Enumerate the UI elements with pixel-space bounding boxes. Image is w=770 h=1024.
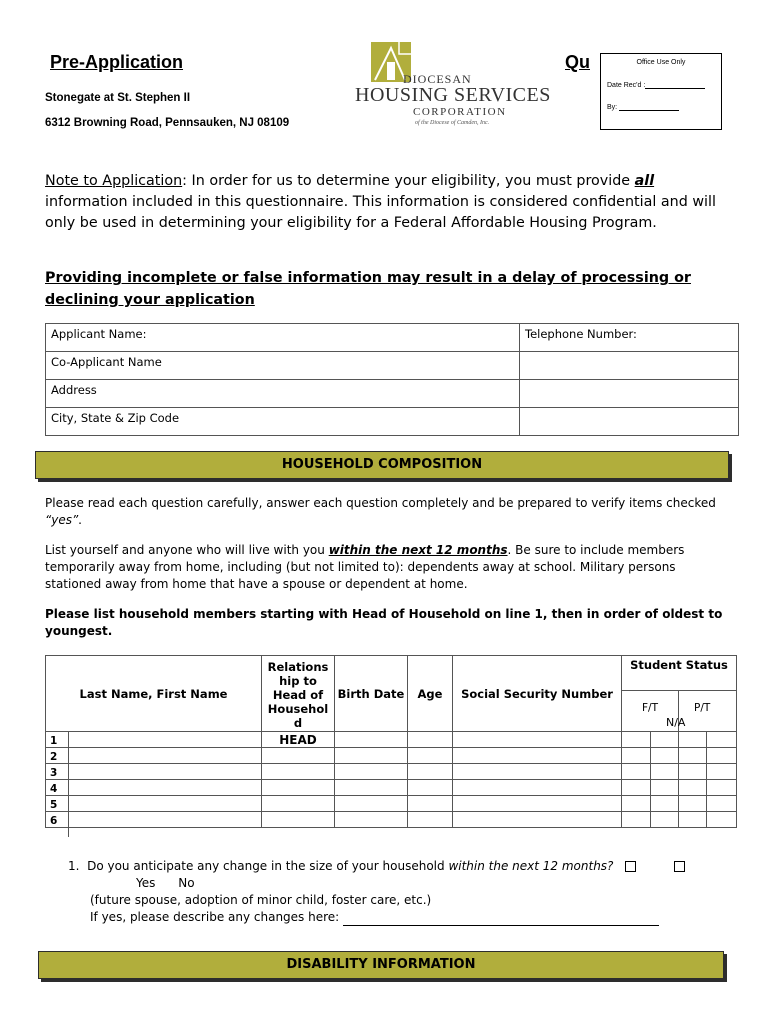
col-age-header [408,656,453,732]
relation-cell[interactable] [262,796,335,812]
head-label: HEAD [279,732,317,747]
row-number: 6 [50,814,58,827]
col-name-label: Last Name, First Name [79,686,228,701]
not-applicable-label: N/A [666,716,686,729]
question-1-line [68,858,748,875]
form-title-continued: Qu [565,52,590,72]
ssn-cell[interactable] [453,780,622,796]
logo-line-diocesan: DIOCESAN [403,72,472,86]
col-student-header [622,656,737,732]
col-age-label: Age [417,686,443,701]
yes-label: Yes [136,876,156,890]
address-field[interactable] [46,380,520,408]
form-title: Pre-Application [50,52,184,72]
applicant-name-field[interactable] [46,324,520,352]
question-1-number: 1. [68,859,80,873]
warning-text: Providing incomplete or false information may result in a delay of processing or declining your application [45,270,691,308]
row-number: 2 [50,750,58,763]
age-cell[interactable] [408,748,453,764]
age-cell[interactable] [408,780,453,796]
note-label: Note to Application [45,173,183,189]
table-row [46,764,737,780]
birth-cell[interactable] [335,764,408,780]
col-relation-header [262,656,335,732]
name-cell[interactable] [46,748,262,764]
note-to-application [45,171,725,234]
list-instructions: Please list household members starting with Head of Household on line 1, then in order of oldest to youngest. [45,607,723,638]
note-emphasis: all [634,173,655,189]
logo-line-diocese: of the Diocese of Camden, Inc. [415,120,490,126]
ssn-cell[interactable] [453,764,622,780]
instructions-yes: “yes” [45,513,79,527]
table-row [46,796,737,812]
relation-cell [262,732,335,748]
name-cell[interactable] [46,780,262,796]
ssn-cell[interactable] [453,748,622,764]
ssn-cell[interactable] [453,812,622,828]
question-1-text: Do you anticipate any change in the size of your household [87,859,449,873]
student-cell[interactable] [622,780,737,796]
describe-changes-input[interactable] [343,925,659,926]
received-by-label: By: [607,104,618,111]
birth-cell[interactable] [335,796,408,812]
address-label: Address [51,383,97,397]
applicant-table [45,323,739,436]
household-composition-header [35,451,729,479]
birth-cell[interactable] [335,780,408,796]
name-cell[interactable] [46,764,262,780]
dhsc-logo [355,40,555,128]
logo-line-housing: HOUSING SERVICES [355,84,551,106]
date-received-label: Date Rec'd : [607,82,646,89]
office-use-box [600,53,722,130]
student-cell[interactable] [622,812,737,828]
row-number: 3 [50,766,58,779]
col-student-label: Student Status [630,658,728,672]
city-state-zip-label: City, State & Zip Code [51,411,180,425]
household-members-table [45,655,737,828]
ssn-cell[interactable] [453,796,622,812]
property-name: Stonegate at St. Stephen II [45,92,191,104]
instructions-paragraph [45,495,735,529]
property-address: 6312 Browning Road, Pennsauken, NJ 08109 [45,117,290,129]
table-row [46,780,737,796]
office-use-title: Office Use Only [636,59,686,66]
date-received-field[interactable] [607,82,705,89]
telephone-field[interactable] [520,324,739,352]
logo-line-corporation: CORPORATION [413,106,507,118]
age-cell[interactable] [408,764,453,780]
telephone-label: Telephone Number: [525,327,637,341]
col-name-header [46,656,262,732]
note-text-after: information included in this questionnaire. This information is considered confidential and will only be used in determining your eligibility for a Federal Affordable Housing Program. [45,194,716,231]
student-cell[interactable] [622,748,737,764]
student-cell[interactable] [622,732,737,748]
applicant-name-label: Applicant Name: [51,327,147,341]
members-text-a: List yourself and anyone who will live with you [45,543,329,557]
table-row [46,812,737,828]
student-cell[interactable] [622,764,737,780]
describe-changes-line [68,909,748,926]
row-number: 4 [50,782,58,795]
table-row [46,748,737,764]
part-time-label: P/T [694,702,711,714]
name-cell[interactable] [46,732,262,748]
student-cell[interactable] [622,796,737,812]
members-emphasis: within the next 12 months [328,543,508,557]
describe-changes-label: If yes, please describe any changes here: [90,910,340,924]
birth-cell[interactable] [335,748,408,764]
co-applicant-label: Co-Applicant Name [51,355,162,369]
members-text-c: . Be sure to include members temporarily away from home, including (but not limited to): dependents away at school. Military persons stationed away from home that have a spouse or dependent at home. [45,543,685,591]
no-label: No [178,876,195,890]
birth-cell[interactable] [335,812,408,828]
question-1-emphasis: within the next 12 months? [448,859,614,873]
col-ssn-label: Social Security Number [461,686,613,701]
full-time-label: F/T [642,702,658,714]
note-text-before: : In order for us to determine your eligibility, you must provide [182,173,635,189]
name-cell[interactable] [46,812,262,828]
table-row [46,732,737,748]
ssn-cell[interactable] [453,732,622,748]
col-birth-header [335,656,408,732]
name-cell[interactable] [46,796,262,812]
household-members-paragraph [45,542,735,593]
instructions-text: Please read each question carefully, answer each question completely and be prepared to verify items checked [45,496,716,510]
address-extra-field[interactable] [520,380,739,408]
city-extra-field[interactable] [520,408,739,436]
col-relation-label: Relations hip to Head of Househol d [267,660,329,730]
col-ssn-header [453,656,622,732]
yes-no-labels [68,875,748,892]
household-composition-title: HOUSEHOLD COMPOSITION [281,457,483,472]
age-cell[interactable] [408,732,453,748]
age-cell[interactable] [408,812,453,828]
city-state-zip-field[interactable] [46,408,520,436]
received-by-field[interactable] [607,104,679,111]
co-applicant-phone-field[interactable] [520,352,739,380]
col-birth-label: Birth Date [337,686,405,701]
disability-information-header [38,951,724,979]
question-1 [68,858,748,926]
age-cell[interactable] [408,796,453,812]
row-number: 1 [50,734,58,747]
question-1-examples: (future spouse, adoption of minor child, foster care, etc.) [90,893,432,907]
relation-cell[interactable] [262,748,335,764]
co-applicant-field[interactable] [46,352,520,380]
birth-cell[interactable] [335,732,408,748]
yes-checkbox[interactable] [625,861,636,872]
disability-information-title: DISABILITY INFORMATION [286,957,476,972]
relation-cell[interactable] [262,780,335,796]
relation-cell[interactable] [262,764,335,780]
no-checkbox[interactable] [674,861,685,872]
instructions-period: . [78,513,82,527]
relation-cell[interactable] [262,812,335,828]
row-number: 5 [50,798,58,811]
